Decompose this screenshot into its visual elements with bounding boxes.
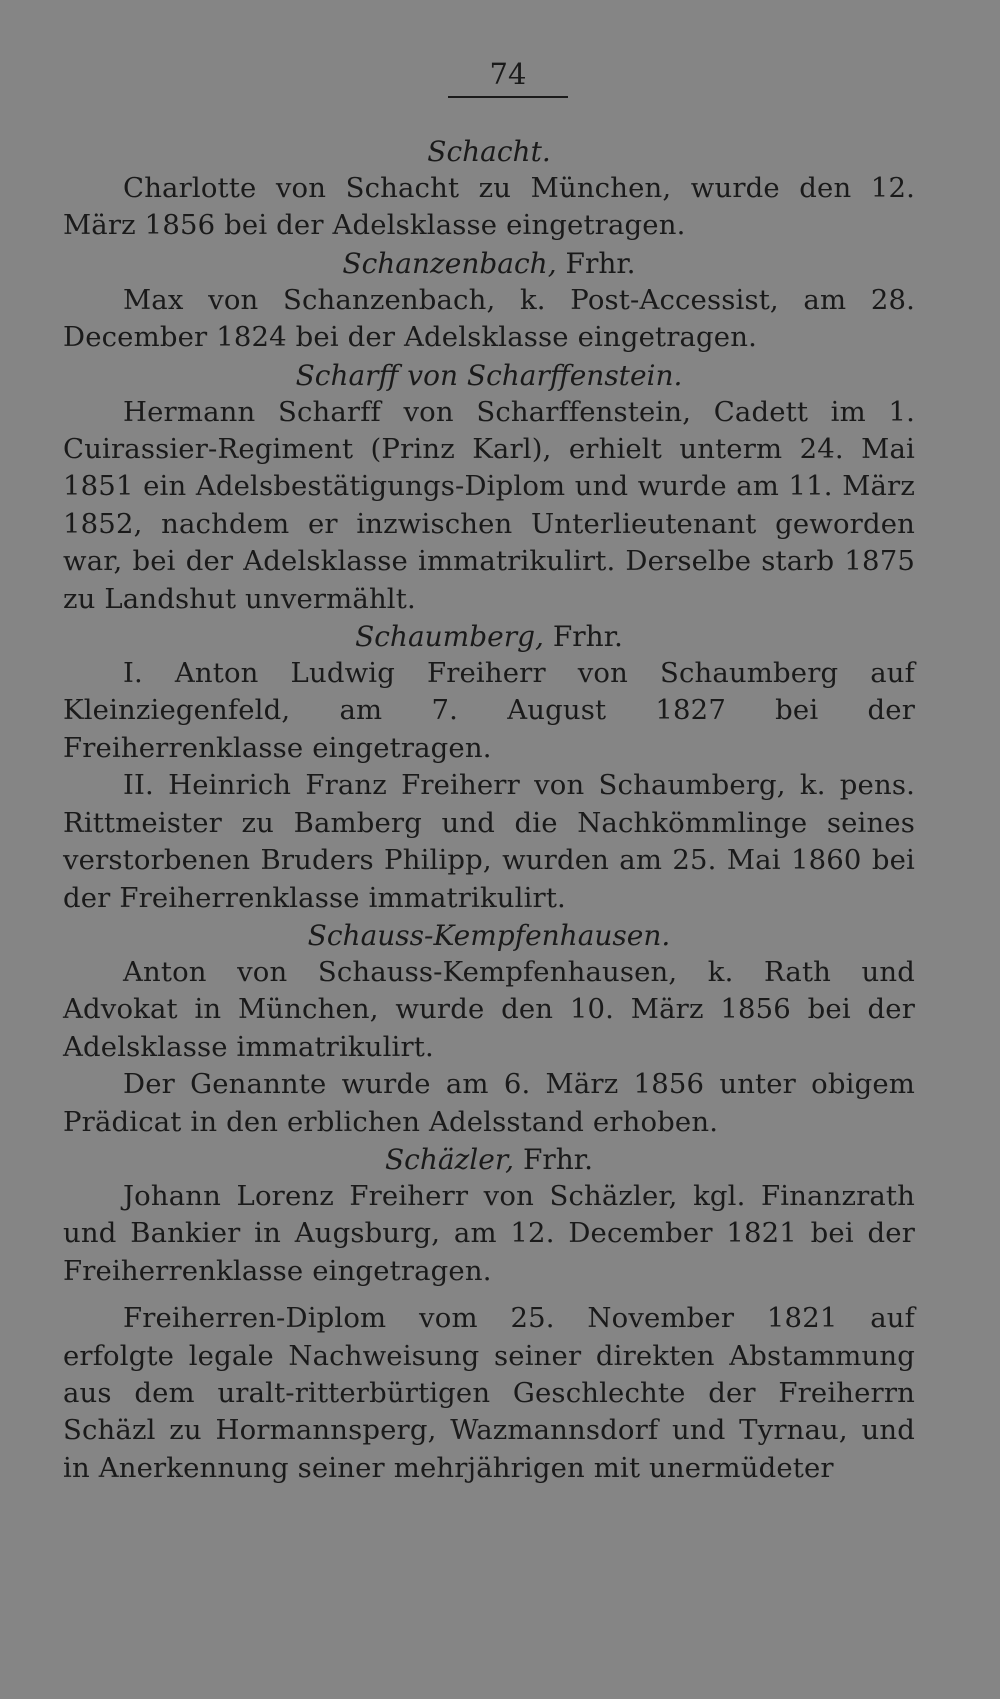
entry-paragraph: II. Heinrich Franz Freiherr von Schaumberg, k. pens. Rittmeister zu Bamberg und die Nachkömmlinge seines verstorbenen Bruders Philipp, wurden am 25. Mai 1860 bei der Freiherrenklasse immatrikulirt. <box>63 769 915 914</box>
entry-name: Schacht. <box>427 135 551 168</box>
entry-schaezler <box>63 1141 915 1487</box>
entry-name: Schäzler, <box>384 1142 515 1176</box>
entry-paragraph: Anton von Schauss-Kempfenhausen, k. Rath und Advokat in München, wurde den 10. März 1856 bei der Adelsklasse immatrikulirt. <box>63 955 915 1063</box>
entry-paragraph: Hermann Scharff von Scharffenstein, Cadett im 1. Cuirassier-Regiment (Prinz Karl), erhielt unterm 24. Mai 1851 ein Adelsbestätigungs-Diplom und wurde am 11. März 1852, nachdem er inzwischen Unterlieutenant geworden war, bei der Adelsklasse immatrikulirt. Derselbe starb 1875 zu Landshut unvermählt. <box>63 395 915 615</box>
entry-paragraph: Der Genannte wurde am 6. März 1856 unter obigem Prädicat in den erblichen Adelsstand erhoben. <box>63 1068 915 1138</box>
entry-paragraph: Max von Schanzenbach, k. Post-Accessist, am 28. December 1824 bei der Adelsklasse eingetragen. <box>63 283 915 354</box>
entry-paragraph: Freiherren-Diplom vom 25. November 1821 auf erfolgte legale Nachweisung seiner direkten Abstammung aus dem uralt-ritterbürtigen Geschlechte der Freiherrn Schäzl zu Hormannsperg, Wazmannsdorf und Tyrnau, und in Anerkennung seiner mehrjährigen mit unermüdeter <box>63 1302 915 1484</box>
entry-schauss-kempfenhausen <box>63 917 915 1141</box>
entry-rank: Frhr. <box>543 620 623 654</box>
entry-paragraph: I. Anton Ludwig Freiherr von Schaumberg auf Kleinziegenfeld, am 7. August 1827 bei der Freiherrenklasse eingetragen. <box>63 657 915 764</box>
entry-name: Schanzenbach, <box>342 246 557 280</box>
entry-name: Schauss-Kempfenhausen. <box>307 918 671 952</box>
entry-rank: Frhr. <box>556 246 636 280</box>
entry-paragraph: Charlotte von Schacht zu München, wurde den 12. März 1856 bei der Adelsklasse eingetragen. <box>63 172 915 242</box>
entry-heading <box>63 245 915 282</box>
entry-heading <box>63 357 915 394</box>
document-page <box>63 56 915 1487</box>
entry-name: Scharff von Scharffenstein. <box>295 358 683 392</box>
entry-name: Schaumberg, <box>355 620 544 654</box>
entry-heading <box>63 1141 915 1178</box>
entry-heading <box>63 133 915 170</box>
entry-heading <box>63 618 915 655</box>
entry-schacht <box>63 133 915 245</box>
entries <box>63 133 915 1487</box>
page-number: 74 <box>448 56 568 98</box>
entry-rank: Frhr. <box>514 1142 594 1176</box>
entry-paragraph: Johann Lorenz Freiherr von Schäzler, kgl. Finanzrath und Bankier in Augsburg, am 12. December 1821 bei der Freiherrenklasse eingetragen. <box>63 1179 915 1287</box>
entry-schaumberg <box>63 618 915 917</box>
entry-scharff-von-scharffenstein <box>63 357 915 618</box>
entry-schanzenbach <box>63 245 915 357</box>
entry-heading <box>63 917 915 954</box>
